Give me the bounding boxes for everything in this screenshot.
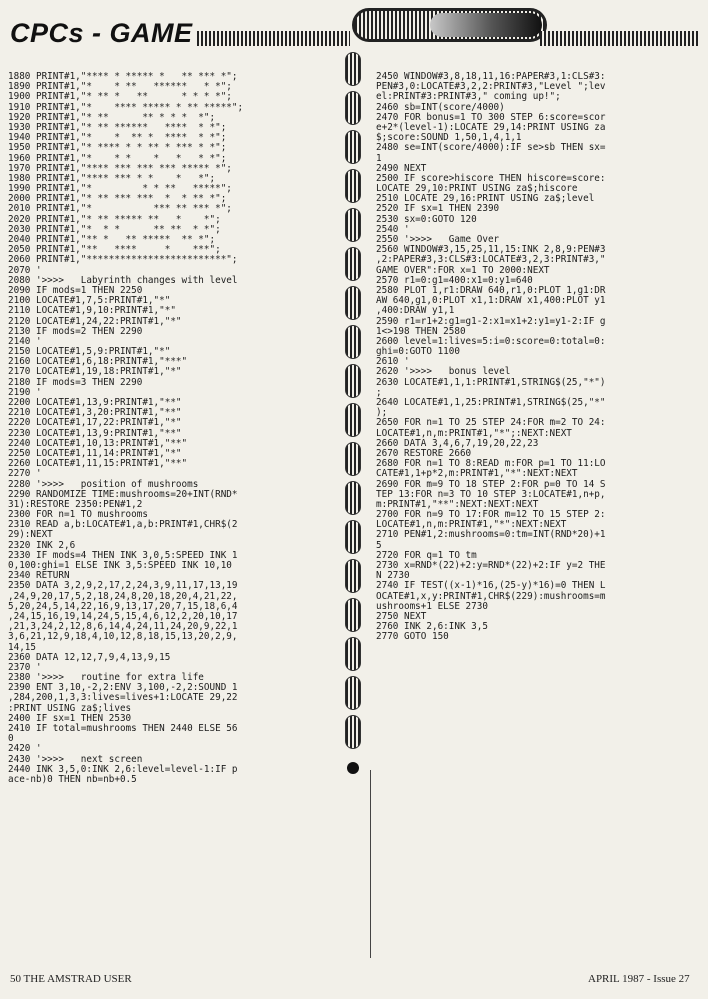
code-line: ,21,3,24,2,12,8,6,14,4,24,11,24,20,9,22,1	[8, 621, 238, 633]
code-line: 2550 '>>>> Game Over	[376, 234, 500, 245]
code-line: 14,15	[8, 641, 36, 653]
code-line: 2030 PRINT#1,"* * * ** ** * *";	[8, 223, 221, 235]
code-line: 1970 PRINT#1,"**** *** *** *** ***** *";	[8, 162, 232, 174]
code-line: 2420 '	[8, 743, 42, 755]
code-line: 2370 '	[8, 661, 42, 673]
divider-end-dot	[347, 762, 359, 774]
code-line: 2680 FOR n=1 TO 8:READ m:FOR p=1 TO 11:LO	[376, 458, 606, 470]
code-line: 2580 PLOT 1,r1:DRAW 640,r1,0:PLOT 1,g1:DR	[376, 284, 606, 296]
code-line: 1950 PRINT#1,"* **** * * ** * *** * *";	[8, 142, 227, 154]
code-line: 2770 GOTO 150	[376, 631, 449, 643]
code-line: ;	[376, 386, 382, 398]
code-line: 2510 LOCATE 29,16:PRINT USING za$;level	[376, 193, 595, 205]
code-line: 2240 LOCATE#1,10,13:PRINT#1,"**"	[8, 437, 188, 449]
code-line: LOCATE#1,n,m:PRINT#1,"*";:NEXT:NEXT	[376, 427, 572, 439]
code-line: 2440 INK 3,5,0:INK 2,6:level=level-1:IF p	[8, 763, 238, 775]
code-line: 1990 PRINT#1,"* * * ** *****";	[8, 183, 232, 195]
code-line: 2640 LOCATE#1,1,25:PRINT#1,STRING$(25,"*"	[376, 397, 606, 408]
code-line: 0,100:ghi=1 ELSE INK 3,5:SPEED INK 10,10	[8, 560, 232, 571]
divider-segment	[345, 676, 361, 710]
divider-segment	[345, 403, 361, 437]
code-line: ,24,15,16,19,14,24,5,15,4,6,12,2,20,10,17	[8, 610, 238, 622]
divider-segment	[345, 637, 361, 671]
divider-segment	[345, 130, 361, 164]
code-line: 2480 se=INT(score/4000):IF se>sb THEN sx=	[376, 142, 606, 154]
divider-segment	[345, 52, 361, 86]
code-line: ,2:PAPER#3,3:CLS#3:LOCATE#3,2,3:PRINT#3,"	[376, 254, 606, 266]
code-line: 2150 LOCATE#1,5,9:PRINT#1,"*"	[8, 346, 171, 358]
code-line: :PRINT USING za$;lives	[8, 702, 132, 714]
code-line: 1910 PRINT#1,"* **** ***** * ** *****";	[8, 101, 244, 113]
code-line: 1880 PRINT#1,"**** * ***** * ** *** *";	[8, 72, 238, 82]
code-line: 2590 r1=r1+2:g1=g1-2:x1=x1+2:y1=y1-2:IF g	[376, 315, 606, 327]
divider-segment	[345, 208, 361, 242]
code-line: 1940 PRINT#1,"* * ** * **** * *";	[8, 132, 227, 144]
divider-segment	[345, 325, 361, 359]
code-line: 2740 IF TEST((x-1)*16,(25-y)*16)=0 THEN L	[376, 580, 606, 592]
divider-segment	[345, 520, 361, 554]
code-line: 2110 LOCATE#1,9,10:PRINT#1,"*"	[8, 305, 176, 317]
code-line: GAME OVER":FOR x=1 TO 2000:NEXT	[376, 264, 550, 276]
column-rule-line	[370, 770, 371, 958]
code-line: 1900 PRINT#1,"* ** * ** * * * *";	[8, 91, 232, 103]
code-line: 2520 IF sx=1 THEN 2390	[376, 203, 500, 215]
divider-segment	[345, 247, 361, 281]
code-line: 2630 LOCATE#1,1,1:PRINT#1,STRING$(25,"*")	[376, 376, 606, 388]
code-line: ,400:DRAW y1,1	[376, 305, 455, 317]
code-line: 2350 DATA 3,2,9,2,17,2,24,3,9,11,17,13,19	[8, 580, 238, 592]
code-line: 2530 sx=0:GOTO 120	[376, 213, 477, 225]
code-line: ,24,9,20,17,5,2,18,24,8,20,18,20,4,21,22,	[8, 590, 238, 602]
code-line: 2600 level=1:lives=5:i=0:score=0:total=0:	[376, 335, 606, 347]
code-line: 2490 NEXT	[376, 162, 427, 174]
code-line: 2720 FOR q=1 TO tm	[376, 549, 477, 561]
code-line: 2700 FOR n=9 TO 17:FOR m=12 TO 15 STEP 2:	[376, 509, 606, 521]
code-line: LOCATE#1,n,m:PRINT#1,"*":NEXT:NEXT	[376, 519, 567, 531]
code-line: LOCATE 29,10:PRINT USING za$;hiscore	[376, 183, 578, 195]
code-line: 2230 LOCATE#1,13,9:PRINT#1,"**"	[8, 427, 182, 439]
code-line: 1	[376, 152, 382, 164]
code-line: 1930 PRINT#1,"* ** ****** **** * *";	[8, 121, 227, 133]
code-listing-right-column	[376, 72, 698, 643]
page-section-title: CPCs - GAME	[10, 18, 193, 48]
header-decorative-bar-left	[197, 31, 350, 46]
code-line: 2000 PRINT#1,"* ** *** *** * * ** *";	[8, 193, 227, 205]
divider-segment	[345, 481, 361, 515]
code-line: 2710 PEN#1,2:mushrooms=0:tm=INT(RND*20)+1	[376, 529, 606, 541]
code-line: 2300 FOR n=1 TO mushrooms	[8, 509, 148, 521]
code-line: ushrooms+1 ELSE 2730	[376, 600, 488, 612]
code-line: 2120 LOCATE#1,24,22:PRINT#1,"*"	[8, 315, 182, 327]
header-decorative-pill-fill	[430, 13, 542, 37]
code-line: el:PRINT#3:PRINT#3," coming up!";	[376, 91, 561, 103]
divider-segment	[345, 91, 361, 125]
code-line: 2750 NEXT	[376, 610, 427, 622]
code-line: 2660 DATA 3,4,6,7,19,20,22,23	[376, 437, 539, 449]
code-line: 2760 INK 2,6:INK 3,5	[376, 621, 488, 633]
code-line: 2310 READ a,b:LOCATE#1,a,b:PRINT#1,CHR$(2	[8, 519, 238, 531]
code-line: 2170 LOCATE#1,19,18:PRINT#1,"*"	[8, 366, 182, 378]
code-listing-left-column	[8, 72, 336, 785]
code-line: 2160 LOCATE#1,6,18:PRINT#1,"***"	[8, 356, 188, 368]
code-line: OCATE#1,x,y:PRINT#1,CHR$(229):mushrooms=m	[376, 590, 606, 602]
code-line: $;score:SOUND 1,50,1,4,1,1	[376, 132, 522, 144]
column-divider-decoration	[342, 52, 364, 774]
code-line: 1890 PRINT#1,"* * ** ****** * *";	[8, 81, 232, 93]
code-line: 2380 '>>>> routine for extra life	[8, 672, 204, 684]
code-line: 1980 PRINT#1,"**** *** * * * *";	[8, 172, 216, 184]
code-line: 2060 PRINT#1,"*************************";	[8, 254, 238, 266]
code-line: CATE#1,1+p*2,m:PRINT#1,"*":NEXT:NEXT	[376, 468, 578, 480]
code-line: 2690 FOR m=9 TO 18 STEP 2:FOR p=0 TO 14 S	[376, 478, 606, 490]
code-line: );	[376, 407, 388, 419]
code-line: 0	[8, 733, 14, 745]
code-line: 2180 IF mods=3 THEN 2290	[8, 376, 143, 388]
code-line: 2080 '>>>> Labyrinth changes with level	[8, 274, 238, 286]
divider-segment	[345, 364, 361, 398]
code-line: 2250 LOCATE#1,11,14:PRINT#1,"*"	[8, 447, 182, 459]
code-line: e+2*(level-1):LOCATE 29,14:PRINT USING za	[376, 121, 606, 133]
code-line: 2430 '>>>> next screen	[8, 753, 143, 765]
code-line: ghi=0:GOTO 1100	[376, 346, 460, 358]
code-line: m:PRINT#1,"**":NEXT:NEXT:NEXT	[376, 498, 539, 510]
code-line: AW 640,g1,0:PLOT x1,1:DRAW x1,400:PLOT y1	[376, 295, 606, 307]
code-line: 2620 '>>>> bonus level	[376, 366, 511, 378]
code-line: 2450 WINDOW#3,8,18,11,16:PAPER#3,1:CLS#3:	[376, 72, 606, 82]
code-line: 3,6,21,12,9,18,4,10,12,8,18,15,13,20,2,9,	[8, 631, 238, 643]
divider-segment	[345, 715, 361, 749]
divider-segment	[345, 559, 361, 593]
code-line: 2400 IF sx=1 THEN 2530	[8, 712, 132, 724]
code-line: 2200 LOCATE#1,13,9:PRINT#1,"**"	[8, 397, 182, 408]
code-line: 2070 '	[8, 264, 42, 276]
code-line: 2190 '	[8, 386, 42, 398]
code-line: 2320 INK 2,6	[8, 539, 76, 551]
code-line: 2730 x=RND*(22)+2:y=RND*(22)+2:IF y=2 THE	[376, 560, 606, 571]
code-line: 1920 PRINT#1,"* ** ** * * * *";	[8, 111, 216, 123]
code-line: 2360 DATA 12,12,7,9,4,13,9,15	[8, 651, 171, 663]
code-line: 31):RESTORE 2350:PEN#1,2	[8, 498, 143, 510]
code-line: PEN#3,0:LOCATE#3,2,2:PRINT#3,"Level ";lev	[376, 81, 606, 93]
header-decorative-bar-right	[540, 31, 700, 46]
code-line: 2570 r1=0:g1=400:x1=0:y1=640	[376, 274, 533, 286]
code-line: 2670 RESTORE 2660	[376, 447, 472, 459]
code-line: 2290 RANDOMIZE TIME:mushrooms=20+INT(RND*	[8, 488, 238, 500]
code-line: 2330 IF mods=4 THEN INK 3,0,5:SPEED INK 1	[8, 549, 238, 561]
footer-issue-label: APRIL 1987 - Issue 27	[588, 973, 690, 985]
code-line: 2460 sb=INT(score/4000)	[376, 101, 505, 113]
code-line: 2410 IF total=mushrooms THEN 2440 ELSE 56	[8, 723, 238, 734]
code-line: 2500 IF score>hiscore THEN hiscore=score:	[376, 172, 606, 184]
divider-segment	[345, 286, 361, 320]
code-line: 2610 '	[376, 356, 410, 368]
code-line: 2210 LOCATE#1,3,20:PRINT#1,"**"	[8, 407, 182, 419]
code-line: 2390 ENT 3,10,-2,2:ENV 3,100,-2,2:SOUND 1	[8, 682, 238, 694]
code-line: 2020 PRINT#1,"* ** ***** ** * *";	[8, 213, 221, 225]
code-line: 5,20,24,5,14,22,16,9,13,17,20,7,15,18,6,4	[8, 600, 238, 612]
code-line: 2650 FOR n=1 TO 25 STEP 24:FOR m=2 TO 24:	[376, 417, 606, 429]
code-line: 2140 '	[8, 335, 42, 347]
code-line: ace-nb)0 THEN nb=nb+0.5	[8, 773, 137, 785]
code-line: ,284,200,1,3,3:lives=lives+1:LOCATE 29,22	[8, 692, 238, 704]
code-line: 2260 LOCATE#1,11,15:PRINT#1,"**"	[8, 458, 188, 470]
divider-segment	[345, 598, 361, 632]
footer-page-label: 50 THE AMSTRAD USER	[10, 973, 132, 985]
code-line: 2130 IF mods=2 THEN 2290	[8, 325, 143, 337]
code-line: TEP 13:FOR n=3 TO 10 STEP 3:LOCATE#1,n+p,	[376, 488, 606, 500]
code-line: 2010 PRINT#1,"* *** ** *** *";	[8, 203, 232, 215]
code-line: 2540 '	[376, 223, 410, 235]
code-line: N 2730	[376, 570, 410, 582]
code-line: 2270 '	[8, 468, 42, 480]
divider-segment	[345, 442, 361, 476]
code-line: 5	[376, 539, 382, 551]
code-line: 29):NEXT	[8, 529, 53, 541]
code-line: 2050 PRINT#1,"** **** * ***";	[8, 244, 221, 256]
divider-segment	[345, 169, 361, 203]
code-line: 2100 LOCATE#1,7,5:PRINT#1,"*"	[8, 295, 171, 307]
code-line: 2040 PRINT#1,"** * ** ***** ** *";	[8, 234, 216, 245]
code-line: 1960 PRINT#1,"* * * * * * *";	[8, 152, 227, 164]
code-line: 2220 LOCATE#1,17,22:PRINT#1,"*"	[8, 417, 182, 429]
code-line: 2280 '>>>> position of mushrooms	[8, 478, 199, 490]
code-line: 1<>198 THEN 2580	[376, 325, 466, 337]
code-line: 2340 RETURN	[8, 570, 70, 582]
code-line: 2090 IF mods=1 THEN 2250	[8, 284, 143, 296]
code-line: 2470 FOR bonus=1 TO 300 STEP 6:score=scor	[376, 111, 606, 123]
code-line: 2560 WINDOW#3,15,25,11,15:INK 2,8,9:PEN#3	[376, 244, 606, 256]
